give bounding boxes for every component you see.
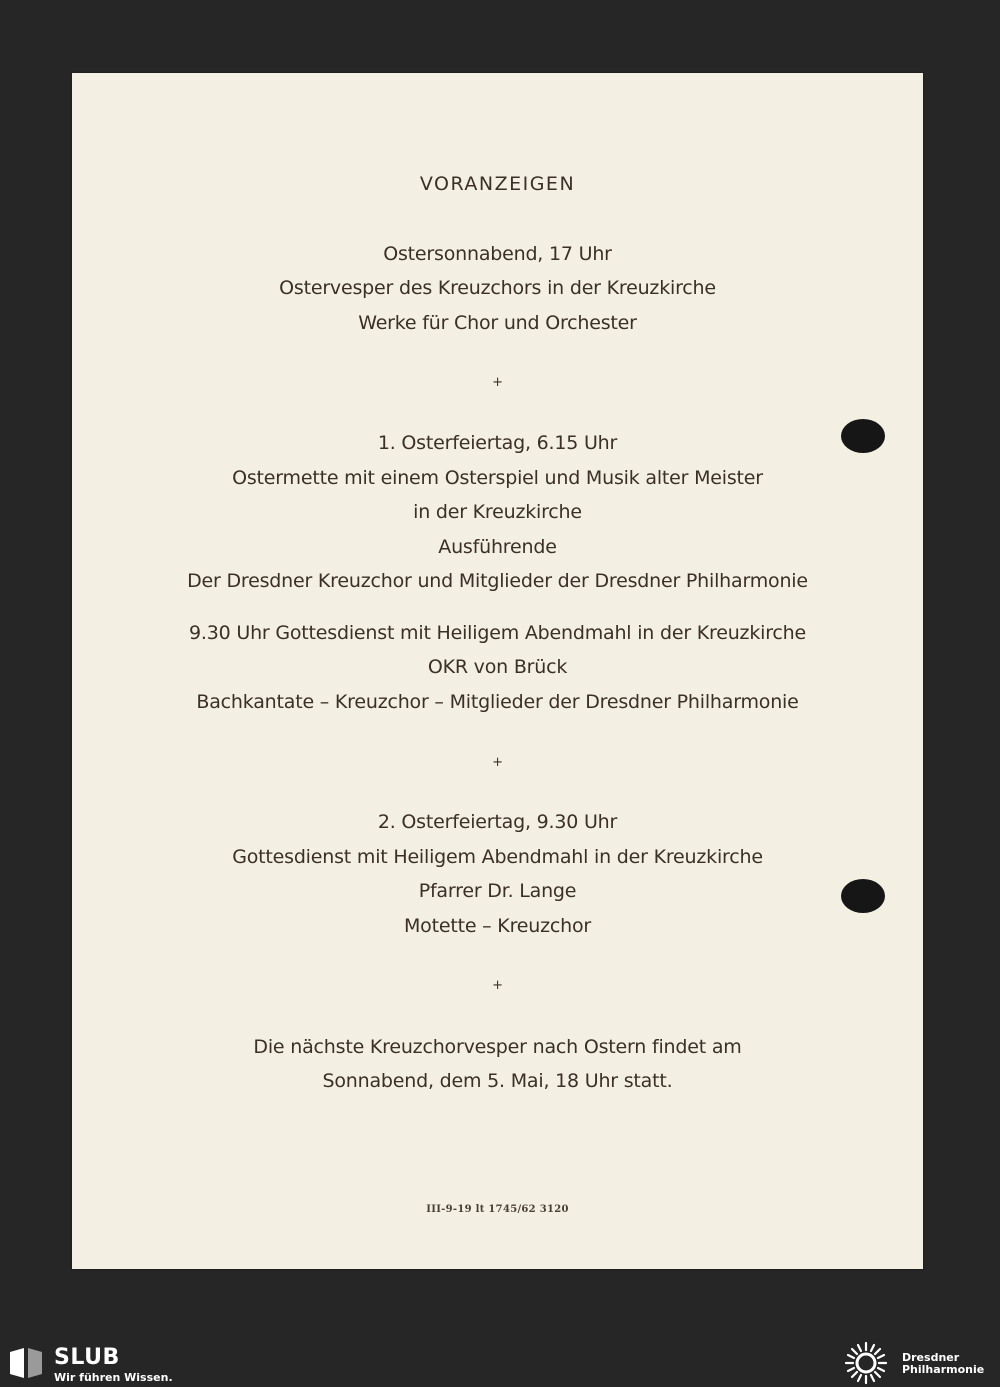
announcement-line: Pfarrer Dr. Lange [418,880,577,902]
document-title: VORANZEIGEN [419,173,576,195]
philharmonie-line-1: Dresdner [902,1351,960,1364]
slub-book-icon [8,1346,44,1380]
separator-mark: + [492,375,503,390]
announcement-line: Die nächste Kreuzchorvesper nach Ostern findet am [253,1036,742,1058]
announcement-line: 9.30 Uhr Gottesdienst mit Heiligem Abendmahl in der Kreuzkirche [189,622,806,644]
philharmonie-sun-icon [842,1341,890,1385]
announcement-line: Ausführende [438,536,557,558]
announcement-line: Bachkantate – Kreuzchor – Mitglieder der Dresdner Philharmonie [196,691,799,713]
separator-mark: + [492,755,503,770]
philharmonie-brand[interactable] [902,1352,984,1376]
announcement-line: 2. Osterfeiertag, 9.30 Uhr [377,811,618,833]
separator-mark: + [492,978,503,993]
slub-tagline: Wir führen Wissen. [54,1371,173,1384]
footer-bar [0,1337,1000,1387]
announcement-line: Der Dresdner Kreuzchor und Mitglieder der Dresdner Philharmonie [187,570,808,592]
announcement-line: Ostervesper des Kreuzchors in der Kreuzkirche [279,277,716,299]
announcement-line: OKR von Brück [427,656,568,678]
slub-name: SLUB [54,1345,120,1370]
announcement-line: Ostersonnabend, 17 Uhr [383,243,612,265]
announcement-line: Motette – Kreuzchor [403,915,591,937]
print-code: III-9-19 lt 1745/62 3120 [426,1204,569,1215]
announcement-line: Gottesdienst mit Heiligem Abendmahl in der Kreuzkirche [232,846,763,868]
announcement-line: in der Kreuzkirche [413,501,582,523]
announcement-line: Werke für Chor und Orchester [358,312,637,334]
announcement-line: 1. Osterfeiertag, 6.15 Uhr [377,432,618,454]
announcement-line: Ostermette mit einem Osterspiel und Musik alter Meister [232,467,763,489]
announcement-line: Sonnabend, dem 5. Mai, 18 Uhr statt. [322,1070,673,1092]
philharmonie-line-2: Philharmonie [902,1363,985,1376]
document-page [72,73,923,1269]
